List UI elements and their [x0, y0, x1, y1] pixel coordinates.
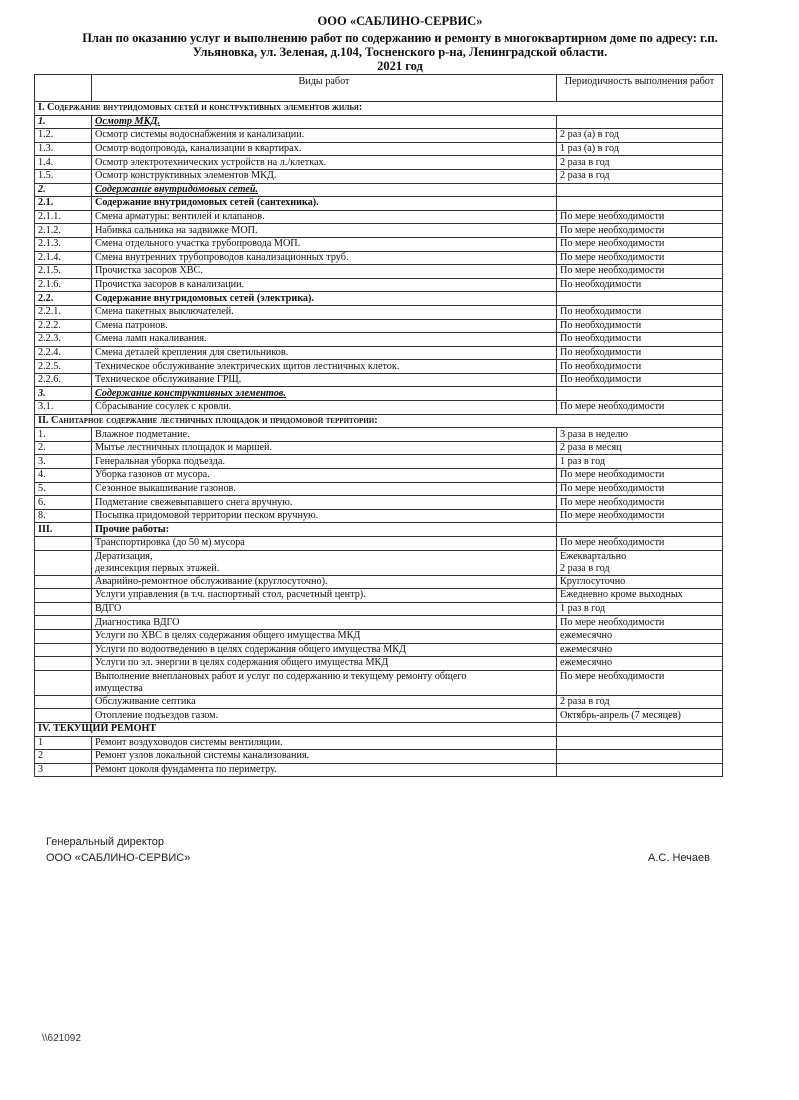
table-row: [35, 750, 723, 764]
periodicity-cell: 1 раз (а) в год: [557, 142, 723, 156]
table-row: [35, 360, 723, 374]
item-number-cell: [35, 589, 92, 603]
work-line: дезинсекция первых этажей.: [95, 562, 220, 574]
item-number-cell: 2.2.5.: [35, 360, 92, 374]
work-line: имущества: [95, 682, 143, 694]
periodicity-cell: Октябрь-апрель (7 месяцев): [557, 709, 723, 723]
item-number-cell: 2.1.4.: [35, 251, 92, 265]
item-number-cell: 2.2.3.: [35, 333, 92, 347]
periodicity-cell: ежемесячно: [557, 643, 723, 657]
work-description-cell: Услуги по водоотведению в целях содержания общего имущества МКД: [92, 643, 557, 657]
item-number-cell: [35, 616, 92, 630]
periodicity-cell: По мере необходимости: [557, 496, 723, 510]
work-description-cell: Сбрасывание сосулек с кровли.: [92, 401, 557, 415]
table-row: [35, 292, 723, 306]
table-row: [35, 115, 723, 129]
work-description-cell: ВДГО: [92, 602, 557, 616]
work-description-cell: [92, 670, 557, 695]
item-number-cell: 2.1.6.: [35, 278, 92, 292]
item-number-cell: 1.3.: [35, 142, 92, 156]
item-number-cell: [35, 575, 92, 589]
periodicity-cell: [557, 115, 723, 129]
periodicity-cell: [557, 523, 723, 537]
periodicity-cell: ежемесячно: [557, 657, 723, 671]
section-heading: I. Содержание внутридомовых сетей и конструктивных элементов жилья:: [35, 102, 723, 116]
item-number-cell: 3: [35, 763, 92, 777]
item-number-cell: 2.1.3.: [35, 237, 92, 251]
table-row: [35, 722, 723, 736]
work-description-cell: Смена внутренних трубопроводов канализационных труб.: [92, 251, 557, 265]
table-row: [35, 319, 723, 333]
company-title: ООО «САБЛИНО-СЕРВИС»: [317, 14, 483, 28]
periodicity-cell: [557, 292, 723, 306]
item-number-cell: 2: [35, 750, 92, 764]
periodicity-cell: По необходимости: [557, 373, 723, 387]
period-line: Ежеквартально: [560, 550, 627, 562]
table-row: [35, 102, 723, 116]
work-description-cell: Прочие работы:: [92, 523, 557, 537]
work-description-cell: [92, 183, 557, 197]
plan-year: 2021 год: [377, 59, 423, 73]
periodicity-cell: 2 раз (а) в год: [557, 129, 723, 143]
item-number-cell: [35, 670, 92, 695]
periodicity-cell: По мере необходимости: [557, 224, 723, 238]
periodicity-cell: 2 раза в год: [557, 169, 723, 183]
item-number-cell: 4.: [35, 469, 92, 483]
table-row: [35, 210, 723, 224]
periodicity-cell: [557, 183, 723, 197]
item-number-cell: 2.1.: [35, 197, 92, 211]
section-heading: IV. ТЕКУЩИЙ РЕМОНТ: [35, 722, 557, 736]
period-cell: [557, 722, 723, 736]
item-number-cell: 2.: [35, 183, 92, 197]
work-description-cell: Смена патронов.: [92, 319, 557, 333]
item-number-cell: III.: [35, 523, 92, 537]
table-row: [35, 373, 723, 387]
periodicity-cell: [557, 197, 723, 211]
periodicity-cell: По мере необходимости: [557, 237, 723, 251]
work-description-cell: Услуги по эл. энергии в целях содержания общего имущества МКД: [92, 657, 557, 671]
item-number-cell: 1.5.: [35, 169, 92, 183]
work-description-cell: [92, 550, 557, 575]
plan-title-line-2: Ульяновка, ул. Зеленая, д.104, Тосненского р-на, Ленинградской области.: [192, 45, 608, 59]
table-row: [35, 643, 723, 657]
work-description-cell: Набивка сальника на задвижке МОП.: [92, 224, 557, 238]
signatory-position: Генеральный директор: [46, 836, 164, 848]
work-description-cell: Уборка газонов от мусора.: [92, 469, 557, 483]
periodicity-cell: По мере необходимости: [557, 210, 723, 224]
work-description-cell: Осмотр электротехнических устройств на л./клетках.: [92, 156, 557, 170]
header-period-cell: Периодичность выполнения работ: [557, 75, 723, 102]
periodicity-cell: 2 раза в месяц: [557, 441, 723, 455]
item-number-cell: [35, 629, 92, 643]
periodicity-cell: По необходимости: [557, 319, 723, 333]
work-description-cell: Аварийно-ремонтное обслуживание (круглосуточно).: [92, 575, 557, 589]
works-plan-table: [34, 74, 723, 777]
table-row: [35, 657, 723, 671]
item-number-cell: 1: [35, 736, 92, 750]
table-row: [35, 333, 723, 347]
item-number-cell: [35, 657, 92, 671]
item-number-cell: 3.: [35, 455, 92, 469]
periodicity-cell: По необходимости: [557, 360, 723, 374]
periodicity-cell: По мере необходимости: [557, 469, 723, 483]
document-number: \\621092: [42, 1033, 81, 1044]
item-number-cell: 5.: [35, 482, 92, 496]
item-number-cell: 1.4.: [35, 156, 92, 170]
work-line: Выполнение внеплановых работ и услуг по содержанию и текущему ремонту общего: [95, 670, 467, 682]
table-row: [35, 183, 723, 197]
periodicity-cell: Ежедневно кроме выходных: [557, 589, 723, 603]
table-row: [35, 414, 723, 428]
periodicity-cell: 1 раз в год: [557, 602, 723, 616]
item-number-cell: 2.2.1.: [35, 305, 92, 319]
work-description-cell: Смена арматуры: вентилей и клапанов.: [92, 210, 557, 224]
table-row: [35, 401, 723, 415]
table-row: [35, 197, 723, 211]
table-row: [35, 496, 723, 510]
table-row: [35, 428, 723, 442]
table-row: [35, 169, 723, 183]
work-description-cell: Прочистка засоров ХВС.: [92, 265, 557, 279]
work-description-cell: Транспортировка (до 50 м) мусора: [92, 537, 557, 551]
item-number-cell: 3.: [35, 387, 92, 401]
table-row: [35, 575, 723, 589]
table-row: [35, 441, 723, 455]
periodicity-cell: По мере необходимости: [557, 251, 723, 265]
work-description-cell: Содержание внутридомовых сетей (сантехника).: [92, 197, 557, 211]
table-row: [35, 469, 723, 483]
table-row: [35, 629, 723, 643]
work-description-cell: Осмотр конструктивных элементов МКД.: [92, 169, 557, 183]
periodicity-cell: По необходимости: [557, 346, 723, 360]
table-row: [35, 224, 723, 238]
periodicity-cell: По необходимости: [557, 333, 723, 347]
table-row: [35, 537, 723, 551]
table-row: [35, 602, 723, 616]
table-body: [35, 102, 723, 777]
table-row: [35, 670, 723, 695]
work-description-cell: Услуги управления (в т.ч. паспортный стол, расчетный центр).: [92, 589, 557, 603]
item-number-cell: [35, 550, 92, 575]
table-row: [35, 142, 723, 156]
table-row: [35, 278, 723, 292]
work-description-cell: Осмотр системы водоснабжения и канализации.: [92, 129, 557, 143]
table-row: [35, 695, 723, 709]
item-number-cell: 6.: [35, 496, 92, 510]
work-description-cell: Прочистка засоров в канализации.: [92, 278, 557, 292]
work-description-cell: Сезонное выкашивание газонов.: [92, 482, 557, 496]
table-row: [35, 523, 723, 537]
periodicity-cell: По мере необходимости: [557, 265, 723, 279]
period-line: [560, 683, 719, 695]
item-number-cell: 2.: [35, 441, 92, 455]
table-row: [35, 709, 723, 723]
work-description-cell: Техническое обслуживание ГРЩ.: [92, 373, 557, 387]
table-row: [35, 550, 723, 575]
periodicity-cell: [557, 750, 723, 764]
item-number-cell: [35, 695, 92, 709]
table-row: [35, 265, 723, 279]
work-description-cell: Отопление подъездов газом.: [92, 709, 557, 723]
item-number-cell: [35, 602, 92, 616]
work-description-cell: Генеральная уборка подъезда.: [92, 455, 557, 469]
work-description-cell: Ремонт воздуховодов системы вентиляции.: [92, 736, 557, 750]
periodicity-cell: По необходимости: [557, 305, 723, 319]
item-number-cell: 2.2.: [35, 292, 92, 306]
item-number-cell: 1.2.: [35, 129, 92, 143]
work-description-cell: [92, 387, 557, 401]
work-description-cell: Обслуживание септика: [92, 695, 557, 709]
work-description-cell: Мытье лестничных площадок и маршей.: [92, 441, 557, 455]
table-row: [35, 763, 723, 777]
plan-title-line-1: План по оказанию услуг и выполнению работ по содержанию и ремонту в многоквартирном доме по адресу: г.п.: [82, 31, 718, 45]
work-description-cell: Осмотр водопровода, канализации в квартирах.: [92, 142, 557, 156]
work-description-cell: Влажное подметание.: [92, 428, 557, 442]
periodicity-cell: 2 раза в год: [557, 695, 723, 709]
periodicity-cell: [557, 550, 723, 575]
item-number-cell: 1.: [35, 428, 92, 442]
periodicity-cell: [557, 670, 723, 695]
table-row: [35, 455, 723, 469]
work-description-cell: Содержание внутридомовых сетей (электрика).: [92, 292, 557, 306]
table-row: [35, 387, 723, 401]
header-work-cell: Виды работ: [92, 75, 557, 102]
periodicity-cell: 3 раза в неделю: [557, 428, 723, 442]
table-row: [35, 346, 723, 360]
periodicity-cell: [557, 736, 723, 750]
item-number-cell: [35, 537, 92, 551]
item-number-cell: 2.2.6.: [35, 373, 92, 387]
periodicity-cell: Круглосуточно: [557, 575, 723, 589]
item-number-cell: [35, 709, 92, 723]
signatory-name: А.С. Нечаев: [648, 852, 710, 864]
subsection-title: Содержание конструктивных элементов.: [95, 387, 286, 399]
work-description-cell: Услуги по ХВС в целях содержания общего имущества МКД: [92, 629, 557, 643]
table-row: [35, 736, 723, 750]
periodicity-cell: По мере необходимости: [557, 401, 723, 415]
subsection-title: Содержание внутридомовых сетей.: [95, 183, 259, 195]
periodicity-cell: 2 раза в год: [557, 156, 723, 170]
work-description-cell: [92, 115, 557, 129]
item-number-cell: 3.1.: [35, 401, 92, 415]
periodicity-cell: [557, 763, 723, 777]
periodicity-cell: По мере необходимости: [557, 509, 723, 523]
table-row: [35, 129, 723, 143]
work-description-cell: Смена ламп накаливания.: [92, 333, 557, 347]
table-row: [35, 509, 723, 523]
work-description-cell: Подметание свежевыпавшего снега вручную.: [92, 496, 557, 510]
periodicity-cell: По мере необходимости: [557, 482, 723, 496]
table-row: [35, 589, 723, 603]
work-description-cell: Диагностика ВДГО: [92, 616, 557, 630]
section-heading: II. Санитарное содержание лестничных площадок и придомовой территории:: [35, 414, 723, 428]
item-number-cell: 2.2.2.: [35, 319, 92, 333]
work-description-cell: Техническое обслуживание электрических щитов лестничных клеток.: [92, 360, 557, 374]
work-description-cell: Смена отдельного участка трубопровода МОП.: [92, 237, 557, 251]
table-header-row: [35, 75, 723, 102]
item-number-cell: 2.1.1.: [35, 210, 92, 224]
signatory-company: ООО «САБЛИНО-СЕРВИС»: [46, 852, 191, 864]
work-description-cell: Смена деталей крепления для светильников.: [92, 346, 557, 360]
item-number-cell: 2.1.2.: [35, 224, 92, 238]
item-number-cell: 2.1.5.: [35, 265, 92, 279]
periodicity-cell: 1 раз в год: [557, 455, 723, 469]
table-row: [35, 251, 723, 265]
item-number-cell: 2.2.4.: [35, 346, 92, 360]
work-description-cell: Ремонт узлов локальной системы канализования.: [92, 750, 557, 764]
table-row: [35, 305, 723, 319]
table-row: [35, 616, 723, 630]
periodicity-cell: [557, 387, 723, 401]
period-line: 2 раза в год: [560, 562, 610, 574]
periodicity-cell: По мере необходимости: [557, 537, 723, 551]
table-row: [35, 156, 723, 170]
header-num-cell: [35, 75, 92, 102]
work-description-cell: Ремонт цоколя фундамента по периметру.: [92, 763, 557, 777]
periodicity-cell: По необходимости: [557, 278, 723, 292]
work-line: Дератизация,: [95, 550, 153, 562]
table-row: [35, 237, 723, 251]
periodicity-cell: По мере необходимости: [557, 616, 723, 630]
periodicity-cell: ежемесячно: [557, 629, 723, 643]
subsection-title: Осмотр МКД.: [95, 115, 160, 127]
table-row: [35, 482, 723, 496]
period-line: По мере необходимости: [560, 670, 665, 682]
work-description-cell: Посыпка придомовой территории песком вручную.: [92, 509, 557, 523]
item-number-cell: 8.: [35, 509, 92, 523]
work-description-cell: Смена пакетных выключателей.: [92, 305, 557, 319]
item-number-cell: [35, 643, 92, 657]
item-number-cell: 1.: [35, 115, 92, 129]
